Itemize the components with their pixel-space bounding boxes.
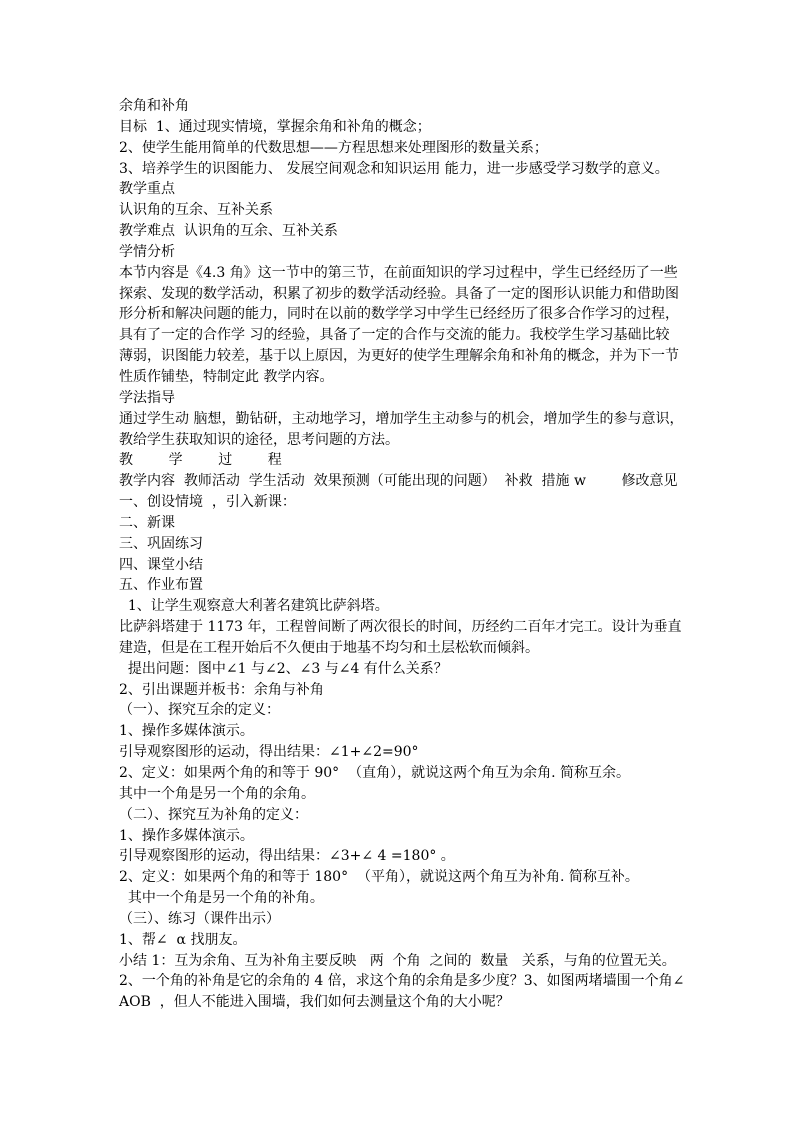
text-line: 通过学生动 脑想，勤钻研，主动地学习，增加学生主动参与的机会，增加学生的参与意识， <box>119 410 684 427</box>
text-line: 薄弱，识图能力较差，基于以上原因，为更好的使学生理解余角和补角的概念，并为下一节 <box>119 348 679 365</box>
text-line: 引导观察图形的运动，得出结果：∠1+∠2=90° <box>119 744 419 761</box>
text-line: 三、巩固练习 <box>119 535 203 552</box>
text-line: 1、操作多媒体演示。 <box>119 827 254 844</box>
text-line: 1、让学生观察意大利著名建筑比萨斜塔。 <box>119 598 389 615</box>
section-heading: 教学重点 <box>119 181 175 198</box>
text-line: 具有了一定的合作学 习的经验，具备了一定的合作与交流的能力。我校学生学习基础比较 <box>119 327 670 344</box>
text-line: （二）、探究互为补角的定义： <box>119 806 308 823</box>
text-line: 教给学生获取知识的途径，思考问题的方法。 <box>119 431 399 448</box>
text-line: 2、定义：如果两个角的和等于 180° （平角），就说这两个角互为补角. 简称互补。 <box>119 869 639 886</box>
text-line: （一）、探究互余的定义： <box>119 702 280 719</box>
text-line: 二、新课 <box>119 514 175 531</box>
document-body <box>119 96 685 1013</box>
text-line: 小结 1：互为余角、互为补角主要反映 两 个角 之间的 数量 关系，与角的位置无关。 <box>119 952 676 969</box>
text-line: 形分析和解决问题的能力，同时在以前的数学学习中学生已经经历了很多合作学习的过程， <box>119 306 679 323</box>
text-line: 引导观察图形的运动，得出结果：∠3+∠ 4 =180° 。 <box>119 848 455 865</box>
section-heading: 教 学 过 程 <box>119 452 282 469</box>
text-line: 其中一个角是另一个角的补角。 <box>119 890 324 907</box>
text-line: 认识角的互余、互补关系 <box>119 202 273 219</box>
text-line: 目标 1、通过现实情境，掌握余角和补角的概念； <box>119 118 431 135</box>
text-line: 2、使学生能用简单的代数思想——方程思想来处理图形的数量关系； <box>119 139 548 156</box>
text-line: AOB ，但人不能进入围墙，我们如何去测量这个角的大小呢？ <box>119 994 510 1011</box>
text-line: 提出问题：图中∠1 与∠2、∠3 与∠4 有什么关系？ <box>119 660 448 677</box>
text-line: 本节内容是《4.3 角》这一节中的第三节，在前面知识的学习过程中，学生已经经历了一些 <box>119 264 678 281</box>
text-line: 一、创设情境 ，引入新课： <box>119 494 296 511</box>
text-line: 1、帮∠ α 找朋友。 <box>119 931 247 948</box>
text-line: （三）、练习（课件出示） <box>119 910 280 927</box>
section-heading: 学情分析 <box>119 243 175 260</box>
text-line: 2、引出课题并板书：余角与补角 <box>119 681 324 698</box>
section-heading: 学法指导 <box>119 389 175 406</box>
text-line: 1、操作多媒体演示。 <box>119 723 254 740</box>
text-line: 建造，但是在工程开始后不久便由于地基不均匀和土层松软而倾斜。 <box>119 639 539 656</box>
text-line: 3、培养学生的识图能力、 发展空间观念和知识运用 能力，进一步感受学习数学的意义。 <box>119 160 669 177</box>
text-line: 四、课堂小结 <box>119 556 203 573</box>
table-header-line: 教学内容 教师活动 学生活动 效果预测（可能出现的问题） 补救 措施 w 修改意见 <box>119 473 678 490</box>
text-line: 性质作铺垫，特制定此 教学内容。 <box>119 368 334 385</box>
text-line: 2、定义：如果两个角的和等于 90° （直角），就说这两个角互为余角. 简称互余。 <box>119 765 630 781</box>
text-line: 探索、发现的数学活动，积累了初步的数学活动经验。具备了一定的图形认识能力和借助图 <box>119 285 679 302</box>
text-line: 其中一个角是另一个角的余角。 <box>119 785 315 802</box>
doc-title: 余角和补角 <box>119 98 189 114</box>
text-line: 比萨斜塔建于 1173 年，工程曾间断了两次很长的时间，历经约二百年才完工。设计为垂直 <box>119 619 682 636</box>
text-line: 五、作业布置 <box>119 577 203 594</box>
text-line: 教学难点 认识角的互余、互补关系 <box>119 223 338 240</box>
text-line: 2、一个角的补角是它的余角的 4 倍，求这个角的余角是多少度？3、如图两堵墙围一个角∠ <box>119 973 685 990</box>
